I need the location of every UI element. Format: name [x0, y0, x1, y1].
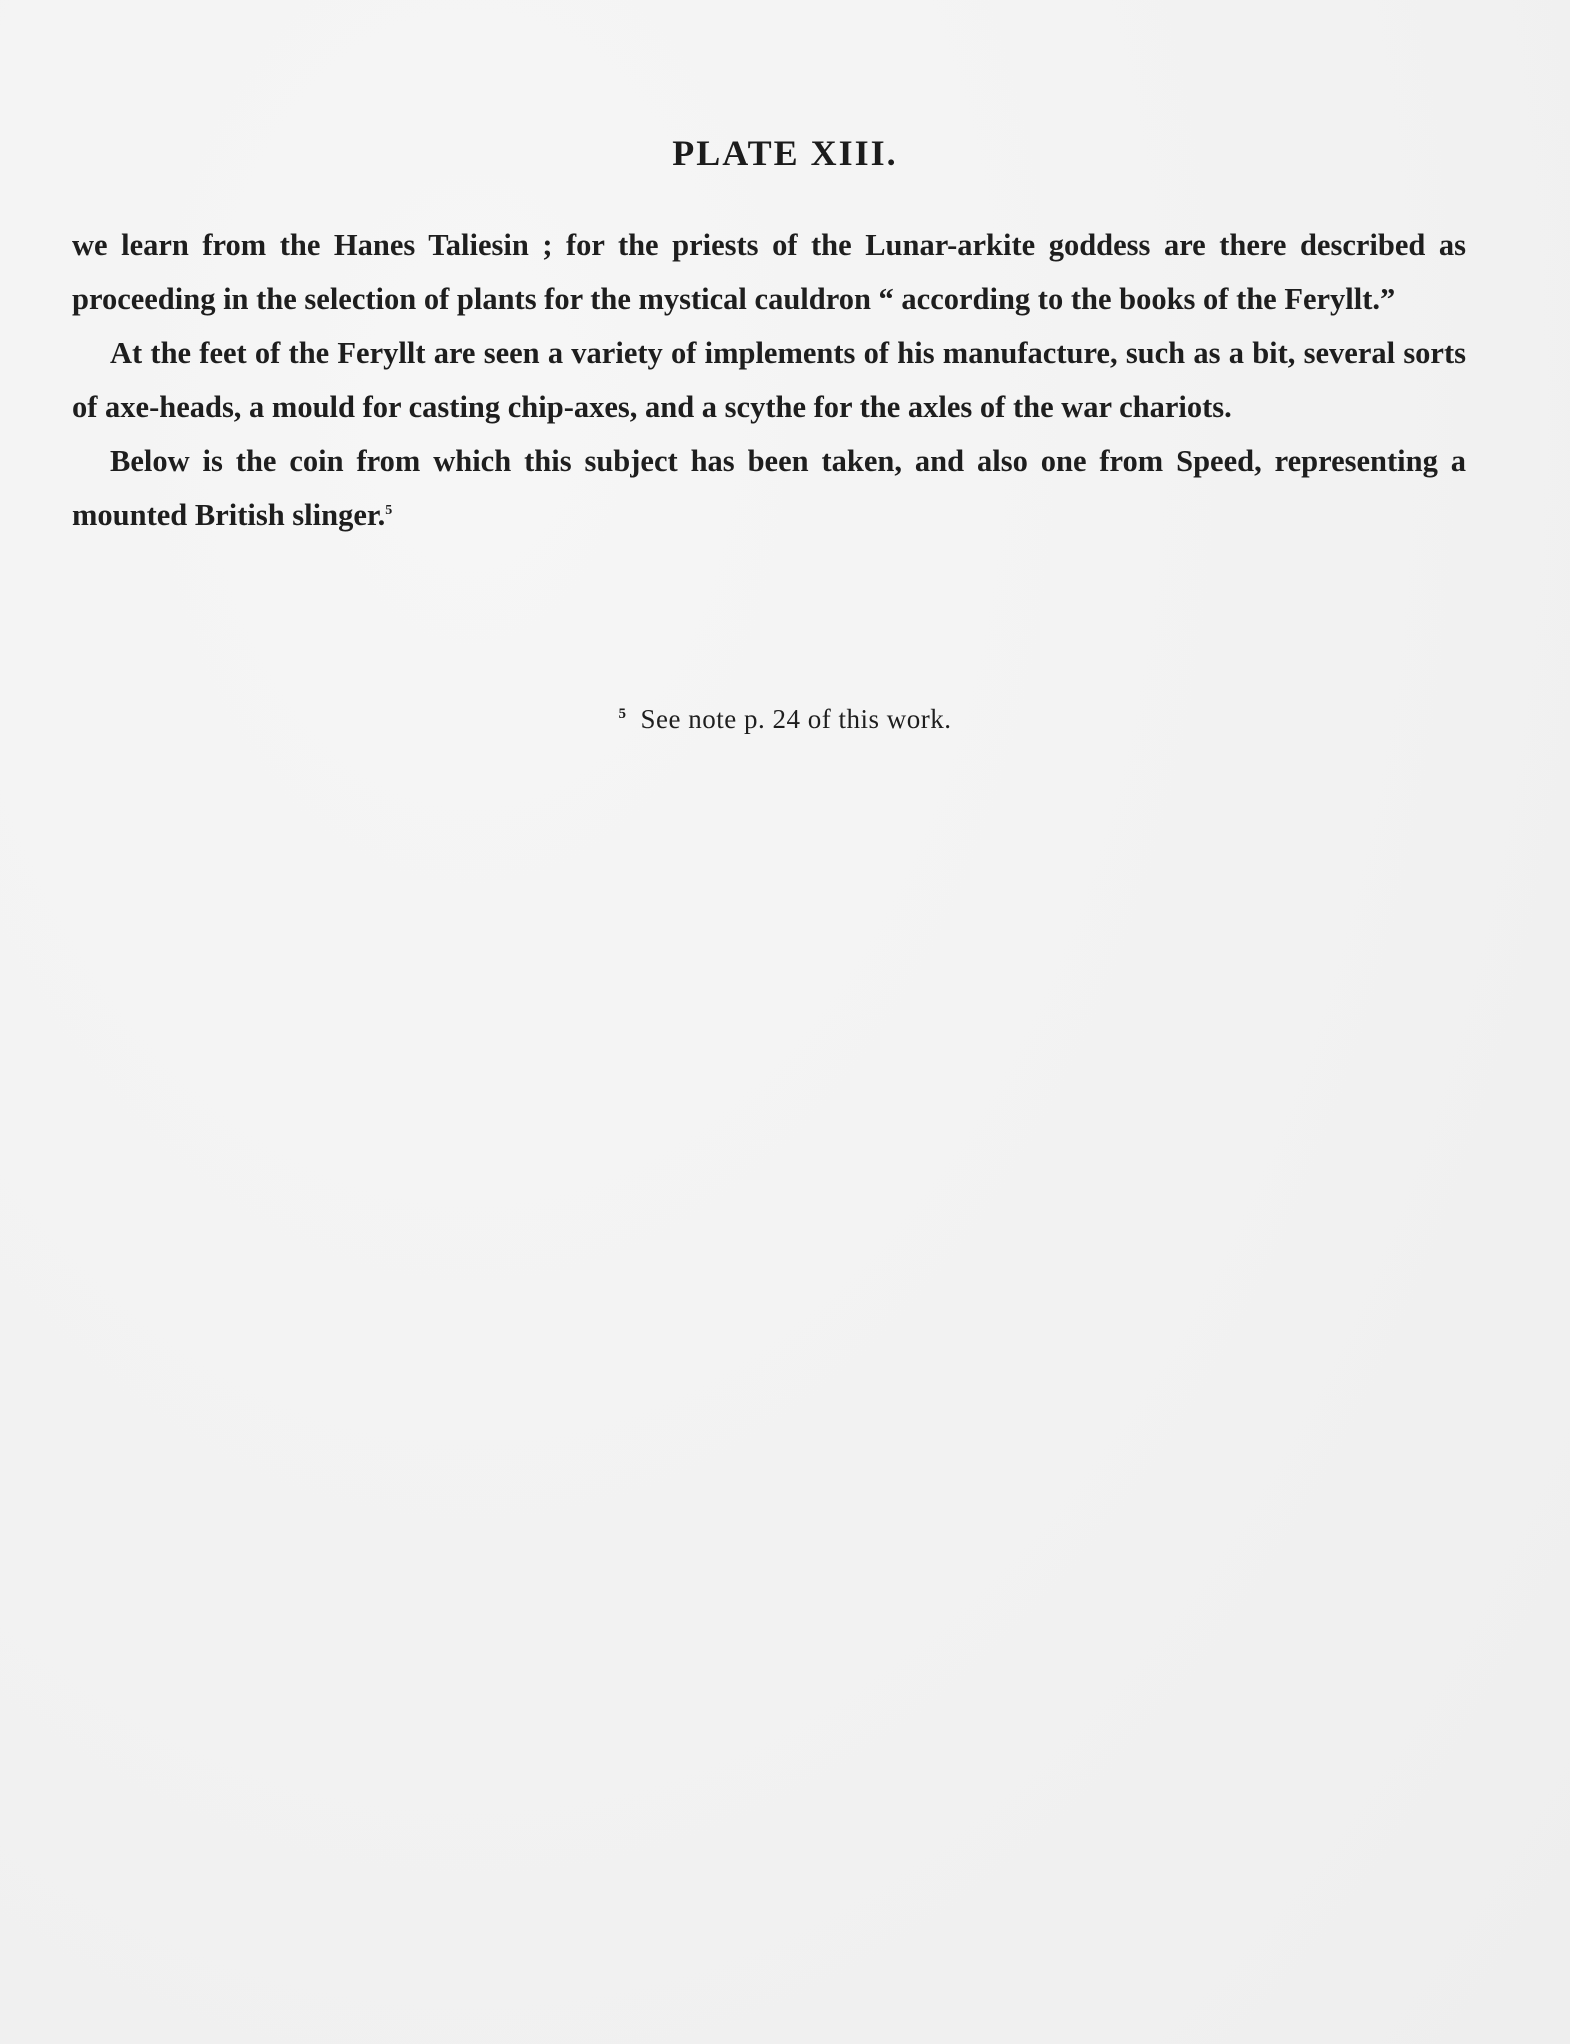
paragraph-coin-text: Below is the coin from which this subject has been taken, and also one from Speed, representing a mounted British slinger. — [72, 444, 1466, 532]
footnote-marker: 5 — [618, 706, 627, 722]
paragraph-coin — [72, 434, 1466, 542]
footnote-text: See note p. 24 of this work. — [640, 704, 952, 734]
footnote-reference: 5 — [385, 502, 393, 518]
paragraph-continuation: we learn from the Hanes Taliesin ; for the priests of the Lunar-arkite goddess are there described as proceeding in the selection of plants for the mystical cauldron “ according to the books of the Feryllt.” — [72, 228, 1466, 316]
body-text — [72, 218, 1466, 542]
paragraph-feryllt-implements: At the feet of the Feryllt are seen a variety of implements of his manufacture, such as a bit, several sorts of axe-heads, a mould for casting chip-axes, and a scythe for the axles of the war chariots. — [72, 336, 1466, 424]
footnote — [0, 704, 1570, 735]
plate-title: PLATE XIII. — [672, 133, 898, 173]
